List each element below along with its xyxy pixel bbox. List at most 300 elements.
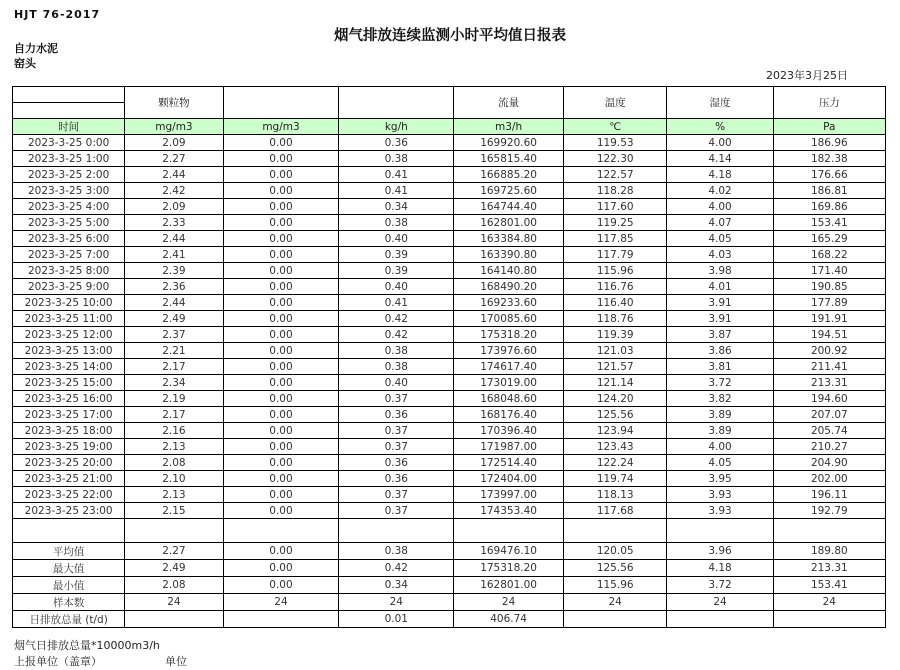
value-cell: 123.43 [563, 439, 667, 455]
value-cell: 174617.40 [454, 359, 564, 375]
value-cell: 196.11 [773, 487, 885, 503]
value-cell: 173997.00 [454, 487, 564, 503]
value-cell: 24 [563, 594, 667, 611]
value-cell: 171987.00 [454, 439, 564, 455]
value-cell: 0.38 [339, 543, 454, 560]
table-row [13, 455, 886, 471]
header-group-cell [339, 87, 454, 119]
value-cell: 173976.60 [454, 343, 564, 359]
table-row [13, 135, 886, 151]
value-cell: 2.19 [125, 391, 223, 407]
value-cell: 3.89 [667, 423, 773, 439]
value-cell: 4.00 [667, 199, 773, 215]
value-cell: 118.76 [563, 311, 667, 327]
header-group-row [13, 87, 886, 119]
value-cell: 2.44 [125, 167, 223, 183]
value-cell: 3.86 [667, 343, 773, 359]
value-cell: 4.00 [667, 135, 773, 151]
summary-row [13, 577, 886, 594]
row-label-cell: 日排放总量 (t/d) [13, 611, 125, 628]
station-name: 窑头 [14, 57, 36, 70]
header-unit-cell: Pa [773, 119, 885, 135]
value-cell: 3.87 [667, 327, 773, 343]
value-cell: 118.13 [563, 487, 667, 503]
value-cell: 2.09 [125, 199, 223, 215]
value-cell: 174353.40 [454, 503, 564, 519]
row-label-cell: 2023-3-25 1:00 [13, 151, 125, 167]
table-row [13, 183, 886, 199]
table-body [13, 135, 886, 628]
table-row [13, 327, 886, 343]
value-cell: 24 [773, 594, 885, 611]
value-cell: 166885.20 [454, 167, 564, 183]
value-cell: 153.41 [773, 215, 885, 231]
unit-label: 单位 [165, 655, 187, 668]
value-cell: 0.00 [223, 135, 339, 151]
value-cell: 118.28 [563, 183, 667, 199]
row-label-cell: 2023-3-25 23:00 [13, 503, 125, 519]
summary-row [13, 543, 886, 560]
value-cell: 4.14 [667, 151, 773, 167]
table-row [13, 279, 886, 295]
value-cell [667, 519, 773, 543]
value-cell: 0.00 [223, 455, 339, 471]
value-cell [339, 519, 454, 543]
row-label-cell: 2023-3-25 4:00 [13, 199, 125, 215]
value-cell: 2.09 [125, 135, 223, 151]
row-label-cell: 2023-3-25 6:00 [13, 231, 125, 247]
value-cell: 122.30 [563, 151, 667, 167]
row-label-cell [13, 519, 125, 543]
value-cell: 0.40 [339, 375, 454, 391]
value-cell: 120.05 [563, 543, 667, 560]
value-cell: 168048.60 [454, 391, 564, 407]
value-cell: 117.60 [563, 199, 667, 215]
row-label-cell: 2023-3-25 14:00 [13, 359, 125, 375]
value-cell: 153.41 [773, 577, 885, 594]
header-group-cell: 湿度 [667, 87, 773, 119]
row-label-cell: 2023-3-25 3:00 [13, 183, 125, 199]
value-cell: 192.79 [773, 503, 885, 519]
page-title: 烟气排放连续监测小时平均值日报表 [334, 28, 566, 44]
value-cell: 2.39 [125, 263, 223, 279]
row-label-cell: 平均值 [13, 543, 125, 560]
value-cell: 123.94 [563, 423, 667, 439]
value-cell: 0.00 [223, 151, 339, 167]
header-unit-cell: 时间 [13, 119, 125, 135]
value-cell: 182.38 [773, 151, 885, 167]
value-cell: 213.31 [773, 560, 885, 577]
header-unit-row [13, 119, 886, 135]
value-cell: 2.33 [125, 215, 223, 231]
report-date: 2023年3月25日 [766, 69, 848, 82]
value-cell: 165.29 [773, 231, 885, 247]
value-cell: 213.31 [773, 375, 885, 391]
value-cell: 2.16 [125, 423, 223, 439]
value-cell: 0.00 [223, 311, 339, 327]
value-cell: 3.91 [667, 311, 773, 327]
value-cell: 2.34 [125, 375, 223, 391]
value-cell: 125.56 [563, 407, 667, 423]
value-cell: 0.00 [223, 560, 339, 577]
row-label-cell: 2023-3-25 17:00 [13, 407, 125, 423]
value-cell: 3.72 [667, 577, 773, 594]
value-cell: 207.07 [773, 407, 885, 423]
value-cell: 115.96 [563, 577, 667, 594]
value-cell: 119.74 [563, 471, 667, 487]
header-unit-cell: kg/h [339, 119, 454, 135]
value-cell [563, 611, 667, 628]
value-cell: 121.03 [563, 343, 667, 359]
value-cell: 205.74 [773, 423, 885, 439]
value-cell: 169.86 [773, 199, 885, 215]
value-cell: 0.37 [339, 439, 454, 455]
value-cell: 0.39 [339, 263, 454, 279]
value-cell: 177.89 [773, 295, 885, 311]
report-table [12, 86, 886, 628]
value-cell: 0.41 [339, 167, 454, 183]
value-cell: 168.22 [773, 247, 885, 263]
value-cell: 3.93 [667, 487, 773, 503]
value-cell: 165815.40 [454, 151, 564, 167]
value-cell [773, 611, 885, 628]
row-label-cell: 2023-3-25 16:00 [13, 391, 125, 407]
value-cell: 0.38 [339, 215, 454, 231]
value-cell: 0.38 [339, 151, 454, 167]
value-cell: 4.05 [667, 455, 773, 471]
header-unit-cell: ℃ [563, 119, 667, 135]
row-label-cell: 最小值 [13, 577, 125, 594]
value-cell [125, 519, 223, 543]
value-cell: 2.17 [125, 407, 223, 423]
header-group-cell: 温度 [563, 87, 667, 119]
value-cell: 4.01 [667, 279, 773, 295]
value-cell: 119.25 [563, 215, 667, 231]
table-header [13, 87, 886, 135]
company-name: 自力水泥 [14, 42, 58, 55]
value-cell: 194.60 [773, 391, 885, 407]
value-cell: 0.00 [223, 279, 339, 295]
value-cell: 2.37 [125, 327, 223, 343]
value-cell: 2.27 [125, 151, 223, 167]
value-cell: 3.81 [667, 359, 773, 375]
row-label-cell: 2023-3-25 18:00 [13, 423, 125, 439]
value-cell: 0.00 [223, 263, 339, 279]
value-cell: 0.37 [339, 487, 454, 503]
value-cell: 117.79 [563, 247, 667, 263]
value-cell: 0.00 [223, 215, 339, 231]
value-cell: 4.18 [667, 167, 773, 183]
report-unit-label: 上报单位（盖章） [14, 655, 102, 668]
value-cell: 0.40 [339, 231, 454, 247]
value-cell: 0.00 [223, 199, 339, 215]
value-cell: 164140.80 [454, 263, 564, 279]
row-label-cell: 2023-3-25 11:00 [13, 311, 125, 327]
summary-row [13, 560, 886, 577]
value-cell: 186.96 [773, 135, 885, 151]
value-cell: 0.00 [223, 375, 339, 391]
value-cell: 0.38 [339, 343, 454, 359]
summary-row [13, 594, 886, 611]
value-cell: 3.95 [667, 471, 773, 487]
value-cell: 124.20 [563, 391, 667, 407]
footer-note: 烟气日排放总量*10000m3/h [14, 639, 160, 652]
value-cell: 0.00 [223, 407, 339, 423]
table-row [13, 487, 886, 503]
row-label-cell: 2023-3-25 0:00 [13, 135, 125, 151]
table-row [13, 359, 886, 375]
value-cell: 172404.00 [454, 471, 564, 487]
value-cell: 24 [454, 594, 564, 611]
value-cell: 0.00 [223, 327, 339, 343]
value-cell: 0.00 [223, 391, 339, 407]
value-cell: 173019.00 [454, 375, 564, 391]
row-label-cell: 2023-3-25 20:00 [13, 455, 125, 471]
value-cell: 4.07 [667, 215, 773, 231]
value-cell: 0.37 [339, 423, 454, 439]
value-cell: 117.68 [563, 503, 667, 519]
value-cell: 162801.00 [454, 215, 564, 231]
value-cell [125, 611, 223, 628]
value-cell: 0.00 [223, 183, 339, 199]
value-cell: 2.08 [125, 577, 223, 594]
row-label-cell: 2023-3-25 5:00 [13, 215, 125, 231]
value-cell: 211.41 [773, 359, 885, 375]
table-row [13, 247, 886, 263]
header-group-cell [223, 87, 339, 119]
value-cell: 122.24 [563, 455, 667, 471]
header-split-bottom [13, 103, 124, 118]
table-row [13, 215, 886, 231]
value-cell: 2.13 [125, 439, 223, 455]
value-cell: 2.42 [125, 183, 223, 199]
value-cell: 2.36 [125, 279, 223, 295]
row-label-cell: 2023-3-25 7:00 [13, 247, 125, 263]
header-split-top [13, 87, 124, 103]
row-label-cell: 2023-3-25 22:00 [13, 487, 125, 503]
value-cell: 2.41 [125, 247, 223, 263]
value-cell: 24 [667, 594, 773, 611]
header-group-cell [13, 87, 125, 119]
value-cell: 0.01 [339, 611, 454, 628]
value-cell: 4.02 [667, 183, 773, 199]
table-row [13, 375, 886, 391]
value-cell: 2.08 [125, 455, 223, 471]
standard-code: HJT 76-2017 [14, 8, 101, 21]
value-cell: 2.44 [125, 295, 223, 311]
value-cell: 0.00 [223, 167, 339, 183]
value-cell: 0.36 [339, 471, 454, 487]
value-cell: 0.00 [223, 423, 339, 439]
value-cell: 0.00 [223, 487, 339, 503]
summary-row [13, 611, 886, 628]
value-cell: 171.40 [773, 263, 885, 279]
value-cell: 2.44 [125, 231, 223, 247]
value-cell [773, 519, 885, 543]
value-cell: 3.91 [667, 295, 773, 311]
value-cell: 2.21 [125, 343, 223, 359]
value-cell: 0.34 [339, 577, 454, 594]
value-cell: 0.37 [339, 503, 454, 519]
value-cell: 168176.40 [454, 407, 564, 423]
table-row [13, 343, 886, 359]
value-cell: 170085.60 [454, 311, 564, 327]
value-cell [223, 519, 339, 543]
value-cell: 169233.60 [454, 295, 564, 311]
value-cell: 0.42 [339, 560, 454, 577]
value-cell: 121.14 [563, 375, 667, 391]
value-cell: 2.13 [125, 487, 223, 503]
row-label-cell: 2023-3-25 19:00 [13, 439, 125, 455]
table-row [13, 439, 886, 455]
value-cell: 2.17 [125, 359, 223, 375]
value-cell: 170396.40 [454, 423, 564, 439]
value-cell: 0.00 [223, 439, 339, 455]
row-label-cell: 样本数 [13, 594, 125, 611]
value-cell: 116.76 [563, 279, 667, 295]
row-label-cell: 2023-3-25 10:00 [13, 295, 125, 311]
value-cell: 162801.00 [454, 577, 564, 594]
value-cell: 406.74 [454, 611, 564, 628]
value-cell: 0.00 [223, 503, 339, 519]
value-cell: 163384.80 [454, 231, 564, 247]
value-cell [667, 611, 773, 628]
value-cell: 0.00 [223, 295, 339, 311]
value-cell: 191.91 [773, 311, 885, 327]
value-cell: 0.36 [339, 407, 454, 423]
row-label-cell: 2023-3-25 9:00 [13, 279, 125, 295]
value-cell: 186.81 [773, 183, 885, 199]
table-row [13, 295, 886, 311]
value-cell: 169476.10 [454, 543, 564, 560]
value-cell: 3.96 [667, 543, 773, 560]
value-cell: 2.49 [125, 311, 223, 327]
header-unit-cell: m3/h [454, 119, 564, 135]
header-group-cell: 压力 [773, 87, 885, 119]
table-row [13, 391, 886, 407]
value-cell: 0.38 [339, 359, 454, 375]
value-cell: 176.66 [773, 167, 885, 183]
value-cell: 0.41 [339, 183, 454, 199]
value-cell: 164744.40 [454, 199, 564, 215]
value-cell: 0.00 [223, 359, 339, 375]
value-cell: 0.37 [339, 391, 454, 407]
row-label-cell: 最大值 [13, 560, 125, 577]
table-row [13, 311, 886, 327]
table-row [13, 423, 886, 439]
value-cell: 119.53 [563, 135, 667, 151]
value-cell: 2.49 [125, 560, 223, 577]
value-cell: 24 [223, 594, 339, 611]
value-cell: 0.00 [223, 471, 339, 487]
value-cell: 0.00 [223, 343, 339, 359]
header-group-cell: 流量 [454, 87, 564, 119]
value-cell: 24 [339, 594, 454, 611]
value-cell: 2.10 [125, 471, 223, 487]
value-cell: 3.93 [667, 503, 773, 519]
header-group-cell: 颗粒物 [125, 87, 223, 119]
value-cell: 0.40 [339, 279, 454, 295]
value-cell: 0.42 [339, 311, 454, 327]
header-unit-cell: mg/m3 [223, 119, 339, 135]
value-cell: 202.00 [773, 471, 885, 487]
value-cell: 125.56 [563, 560, 667, 577]
value-cell: 189.80 [773, 543, 885, 560]
blank-row [13, 519, 886, 543]
value-cell: 0.00 [223, 247, 339, 263]
value-cell: 168490.20 [454, 279, 564, 295]
value-cell: 116.40 [563, 295, 667, 311]
value-cell: 0.00 [223, 231, 339, 247]
value-cell: 0.39 [339, 247, 454, 263]
value-cell: 4.05 [667, 231, 773, 247]
value-cell: 24 [125, 594, 223, 611]
value-cell: 0.36 [339, 455, 454, 471]
value-cell: 117.85 [563, 231, 667, 247]
value-cell: 163390.80 [454, 247, 564, 263]
header-unit-cell: mg/m3 [125, 119, 223, 135]
value-cell: 4.00 [667, 439, 773, 455]
row-label-cell: 2023-3-25 12:00 [13, 327, 125, 343]
value-cell: 3.82 [667, 391, 773, 407]
value-cell [563, 519, 667, 543]
table-row [13, 167, 886, 183]
row-label-cell: 2023-3-25 21:00 [13, 471, 125, 487]
value-cell: 169725.60 [454, 183, 564, 199]
value-cell: 0.34 [339, 199, 454, 215]
row-label-cell: 2023-3-25 13:00 [13, 343, 125, 359]
table-row [13, 471, 886, 487]
value-cell [223, 611, 339, 628]
value-cell: 115.96 [563, 263, 667, 279]
row-label-cell: 2023-3-25 15:00 [13, 375, 125, 391]
value-cell: 3.98 [667, 263, 773, 279]
table-row [13, 231, 886, 247]
value-cell: 0.41 [339, 295, 454, 311]
value-cell: 175318.20 [454, 327, 564, 343]
value-cell [454, 519, 564, 543]
value-cell: 4.03 [667, 247, 773, 263]
value-cell: 169920.60 [454, 135, 564, 151]
table-row [13, 407, 886, 423]
value-cell: 122.57 [563, 167, 667, 183]
value-cell: 204.90 [773, 455, 885, 471]
value-cell: 194.51 [773, 327, 885, 343]
value-cell: 0.00 [223, 577, 339, 594]
value-cell: 119.39 [563, 327, 667, 343]
value-cell: 2.15 [125, 503, 223, 519]
value-cell: 0.36 [339, 135, 454, 151]
table-row [13, 503, 886, 519]
value-cell: 3.72 [667, 375, 773, 391]
value-cell: 3.89 [667, 407, 773, 423]
value-cell: 0.42 [339, 327, 454, 343]
value-cell: 121.57 [563, 359, 667, 375]
value-cell: 190.85 [773, 279, 885, 295]
value-cell: 210.27 [773, 439, 885, 455]
table-row [13, 263, 886, 279]
table-row [13, 151, 886, 167]
row-label-cell: 2023-3-25 8:00 [13, 263, 125, 279]
value-cell: 175318.20 [454, 560, 564, 577]
header-unit-cell: % [667, 119, 773, 135]
value-cell: 4.18 [667, 560, 773, 577]
value-cell: 200.92 [773, 343, 885, 359]
value-cell: 2.27 [125, 543, 223, 560]
value-cell: 172514.40 [454, 455, 564, 471]
row-label-cell: 2023-3-25 2:00 [13, 167, 125, 183]
table-row [13, 199, 886, 215]
